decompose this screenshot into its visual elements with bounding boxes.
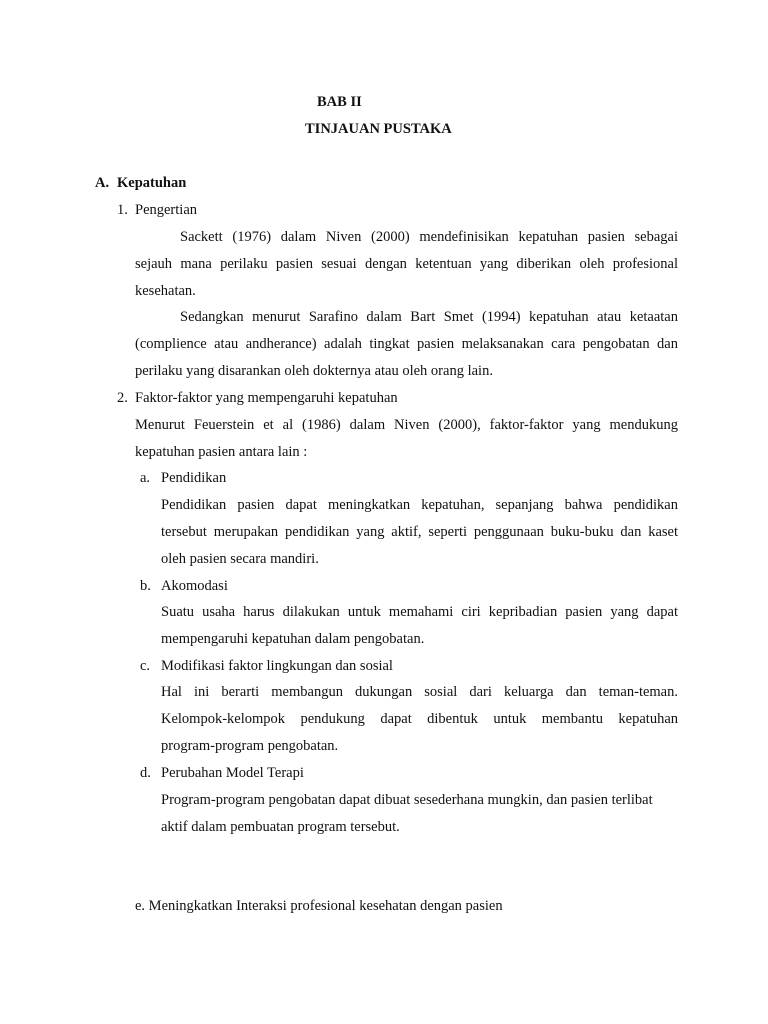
item-2-intro-line2: kepatuhan pasien antara lain : (135, 444, 308, 460)
chapter-label: BAB II (317, 94, 362, 110)
factor-c-line1: Hal ini berarti membangun dukungan sosial dari keluarga dan teman-teman. (161, 684, 678, 700)
factor-b-line1: Suatu usaha harus dilakukan untuk memahami ciri kepribadian pasien yang dapat (161, 604, 678, 620)
item-1-para2-line1: Sedangkan menurut Sarafino dalam Bart Smet (1994) kepatuhan atau ketaatan (180, 309, 678, 325)
factor-a-line1: Pendidikan pasien dapat meningkatkan kepatuhan, sepanjang bahwa pendidikan (161, 497, 678, 513)
factor-c-title: Modifikasi faktor lingkungan dan sosial (161, 658, 393, 674)
item-2-intro-line1: Menurut Feuerstein et al (1986) dalam Niven (2000), faktor-faktor yang mendukung (135, 417, 678, 433)
item-1-para2-line2: (complience atau andherance) adalah tingkat pasien melaksanakan cara pengobatan dan (135, 336, 678, 352)
factor-a-title: Pendidikan (161, 470, 227, 486)
factor-b-title: Akomodasi (161, 578, 228, 594)
factor-d-marker: d. (140, 765, 151, 781)
factor-c-line3: program-program pengobatan. (161, 738, 339, 754)
chapter-title: TINJAUAN PUSTAKA (305, 121, 452, 137)
factor-d-title: Perubahan Model Terapi (161, 765, 304, 781)
factor-b-marker: b. (140, 578, 151, 594)
item-1-para1-line1: Sackett (1976) dalam Niven (2000) mendefinisikan kepatuhan pasien sebagai (180, 229, 678, 245)
item-1-para2-line3: perilaku yang disarankan oleh dokternya atau oleh orang lain. (135, 363, 493, 379)
factor-e-heading: e. Meningkatkan Interaksi profesional kesehatan dengan pasien (135, 898, 503, 914)
factor-a-line3: oleh pasien secara mandiri. (161, 551, 319, 567)
item-2-marker: 2. (117, 390, 128, 406)
factor-a-marker: a. (140, 470, 151, 486)
item-1-para1-line2: sejauh mana perilaku pasien sesuai dengan ketentuan yang diberikan oleh profesional (135, 256, 678, 272)
section-a-title: Kepatuhan (117, 175, 187, 191)
factor-d-line1: Program-program pengobatan dapat dibuat sesederhana mungkin, dan pasien terlibat (161, 792, 653, 808)
factor-c-line2: Kelompok-kelompok pendukung dapat dibentuk untuk membantu kepatuhan (161, 711, 678, 727)
factor-d-line2: aktif dalam pembuatan program tersebut. (161, 819, 400, 835)
item-2-title: Faktor-faktor yang mempengaruhi kepatuhan (135, 390, 398, 406)
item-1-para1-line3: kesehatan. (135, 283, 196, 299)
section-a-marker: A. (95, 175, 110, 191)
item-1-title: Pengertian (135, 202, 198, 218)
factor-b-line2: mempengaruhi kepatuhan dalam pengobatan. (161, 631, 425, 647)
factor-c-marker: c. (140, 658, 151, 674)
item-1-marker: 1. (117, 202, 128, 218)
factor-a-line2: tersebut merupakan pendidikan yang aktif, seperti penggunaan buku-buku dan kaset (161, 524, 678, 540)
